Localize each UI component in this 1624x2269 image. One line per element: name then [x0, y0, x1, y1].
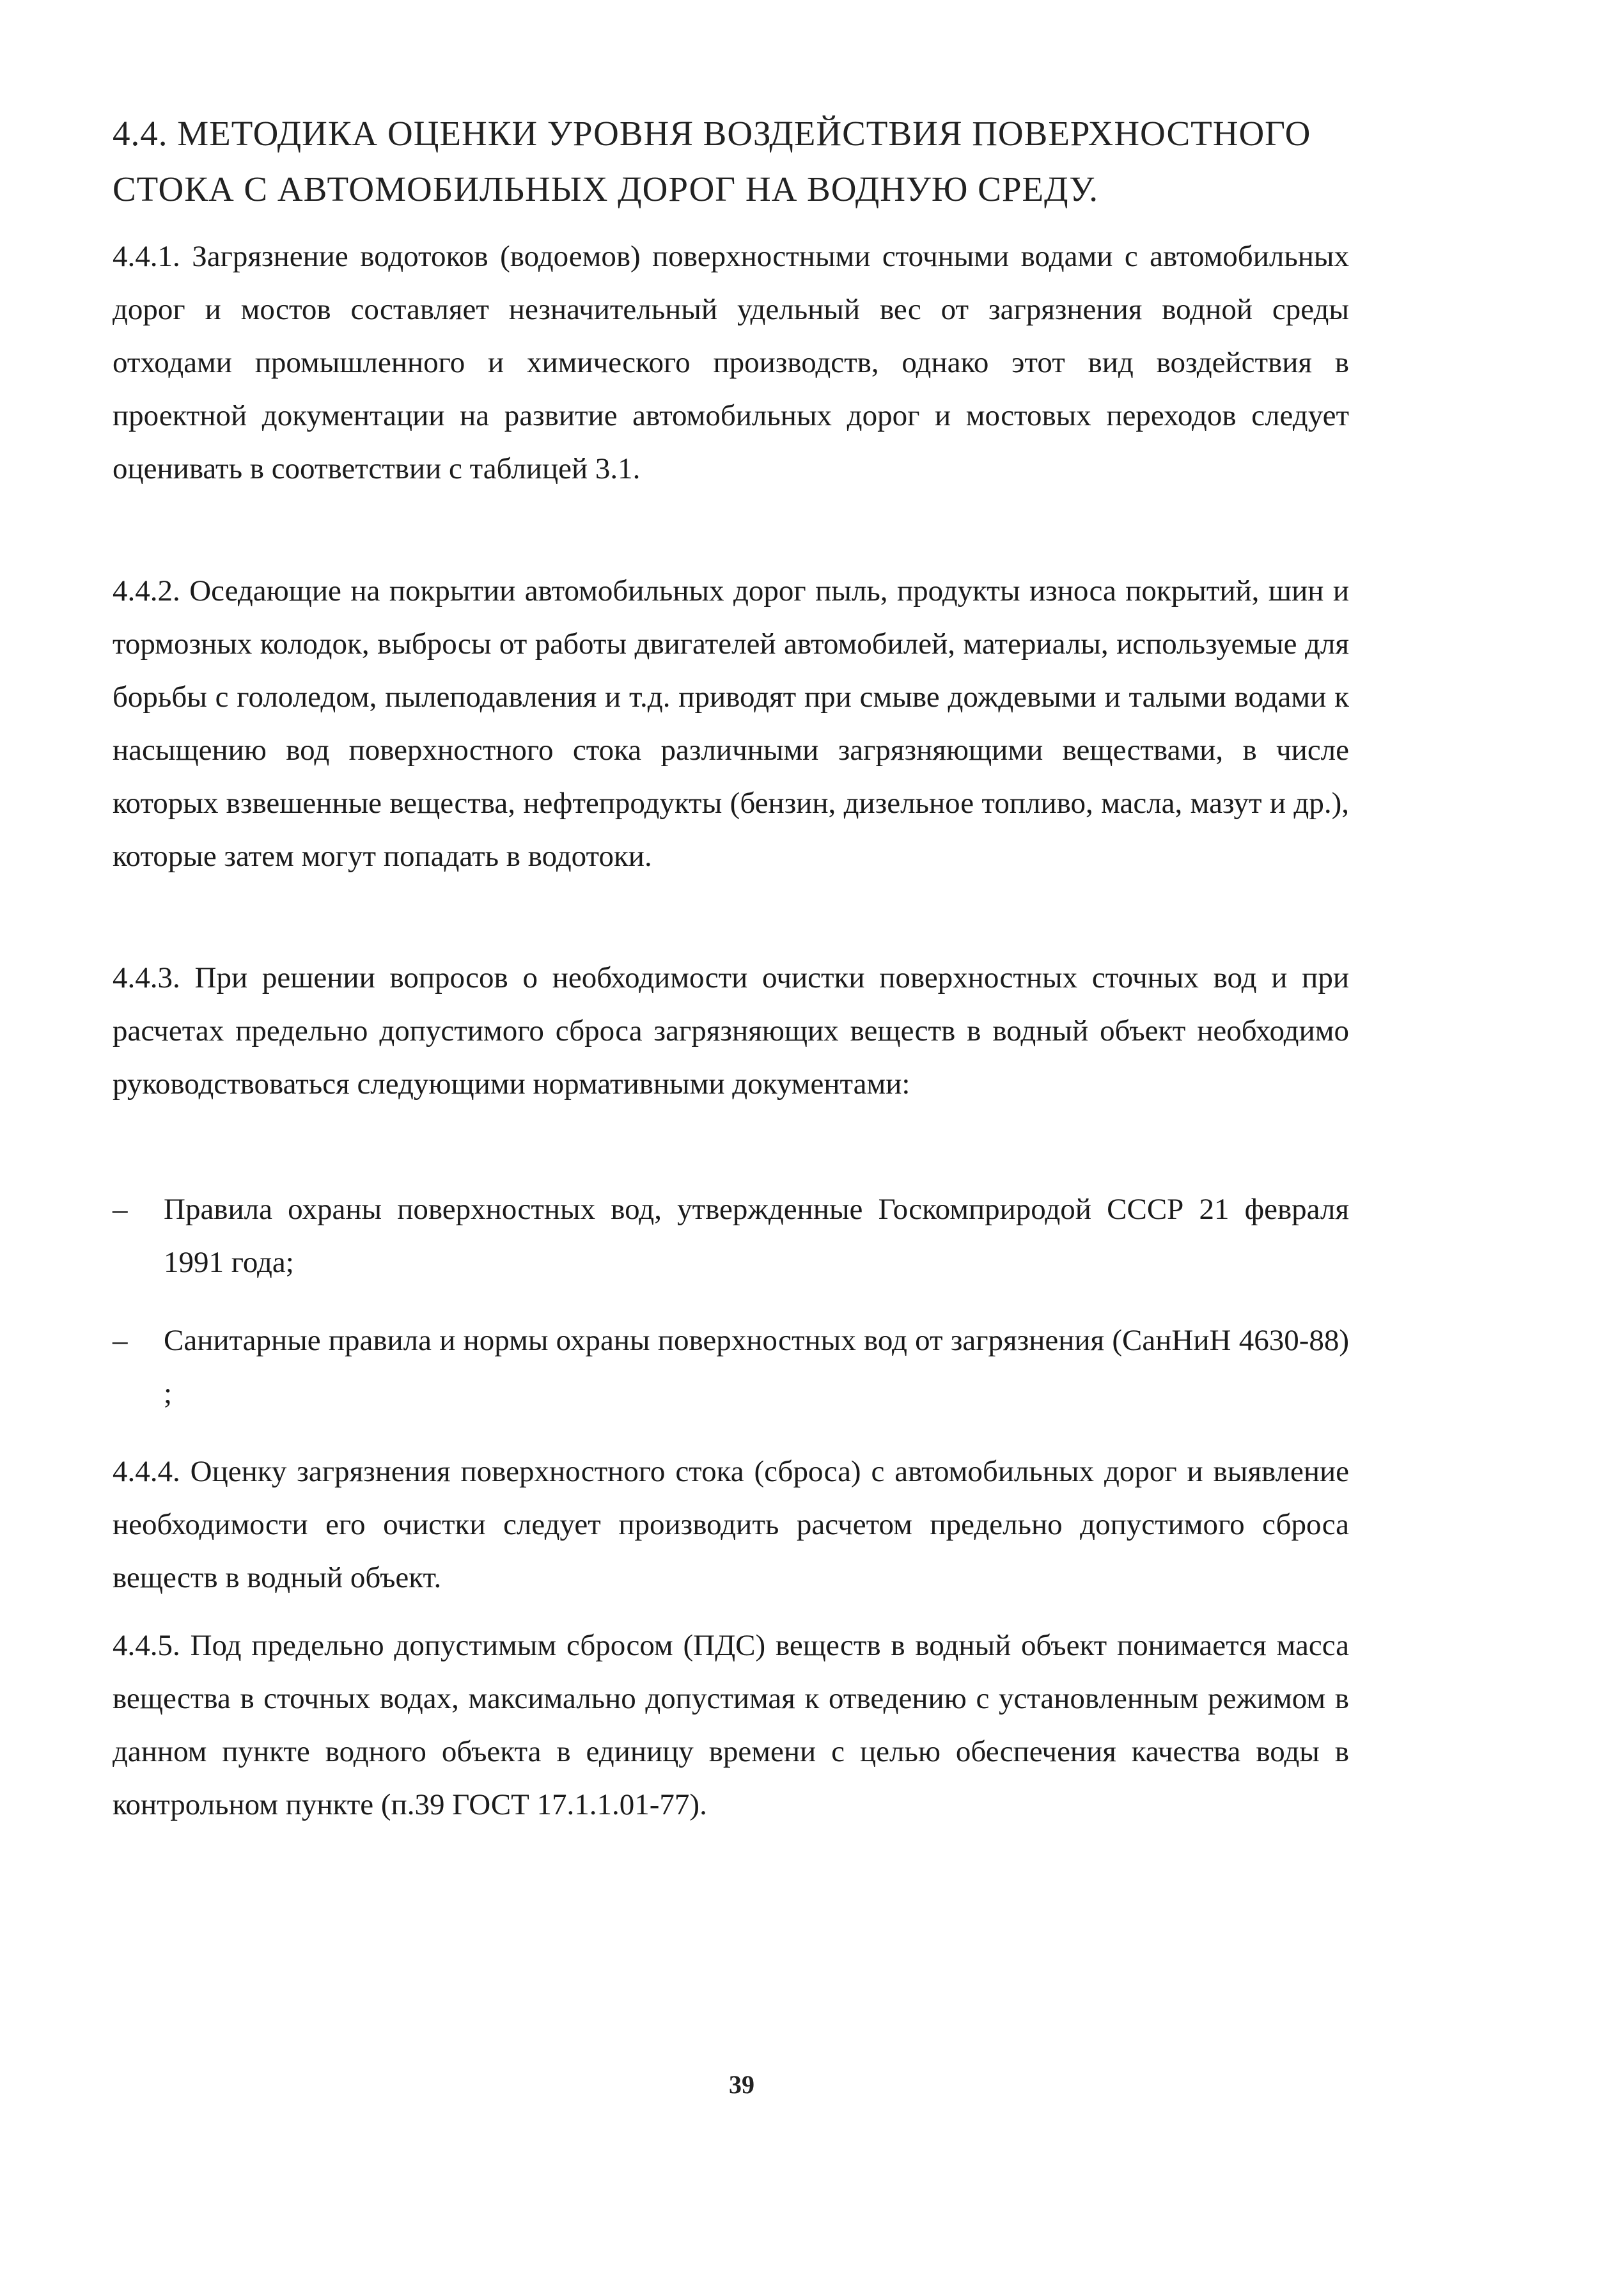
- list-item-text: Правила охраны поверхностных вод, утвержденные Госкомприродой СССР 21 февраля 1991 года;: [164, 1193, 1349, 1279]
- list-item: [113, 1183, 1349, 1289]
- list-item-text: Санитарные правила и нормы охраны поверхностных вод от загрязнения (СанНиН 4630-88) ;: [164, 1324, 1349, 1410]
- list-item: [113, 1314, 1349, 1420]
- paragraph-4-4-1: 4.4.1. Загрязнение водотоков (водоемов) поверхностными сточными водами с автомобильных дорог и мостов составляет незначительный удельный вес от загрязнения водной среды отходами промышленного и химического производств, однако этот вид воздействия в проектной документации на развитие автомобильных дорог и мостовых переходов следует оценивать в соответствии с таблицей 3.1.: [113, 240, 1349, 485]
- paragraph-4-4-2: 4.4.2. Оседающие на покрытии автомобильных дорог пыль, продукты износа покрытий, шин и тормозных колодок, выбросы от работы двигателей автомобилей, материалы, используемые для борьбы с гололедом, пылеподавления и т.д. приводят при смыве дождевыми и талыми водами к насыщению вод поверхностного стока различными загрязняющими веществами, в числе которых взвешенные вещества, нефтепродукты (бензин, дизельное топливо, масла, мазут и др.), которые затем могут попадать в водотоки.: [113, 574, 1349, 873]
- section-heading: 4.4. МЕТОДИКА ОЦЕНКИ УРОВНЯ ВОЗДЕЙСТВИЯ ПОВЕРХНОСТНОГО СТОКА С АВТОМОБИЛЬНЫХ ДОРОГ НА ВОДНУЮ СРЕДУ.: [113, 114, 1311, 208]
- list-dash: –: [113, 1324, 128, 1357]
- paragraph-4-4-4: 4.4.4. Оценку загрязнения поверхностного стока (сброса) с автомобильных дорог и выявление необходимости его очистки следует производить расчетом предельно допустимого сброса веществ в водный объект.: [113, 1455, 1349, 1594]
- paragraph-4-4-5: 4.4.5. Под предельно допустимым сбросом (ПДС) веществ в водный объект понимается масса вещества в сточных водах, максимально допустимая к отведению с установленным режимом в данном пункте водного объекта в единицу времени с целью обеспечения качества воды в контрольном пункте (п.39 ГОСТ 17.1.1.01-77).: [113, 1629, 1349, 1821]
- list-dash: –: [113, 1193, 128, 1226]
- paragraph-4-4-3: 4.4.3. При решении вопросов о необходимости очистки поверхностных сточных вод и при расчетах предельно допустимого сброса загрязняющих веществ в водный объект необходимо руководствоваться следующими нормативными документами:: [113, 961, 1349, 1101]
- page-number: 39: [729, 2070, 754, 2099]
